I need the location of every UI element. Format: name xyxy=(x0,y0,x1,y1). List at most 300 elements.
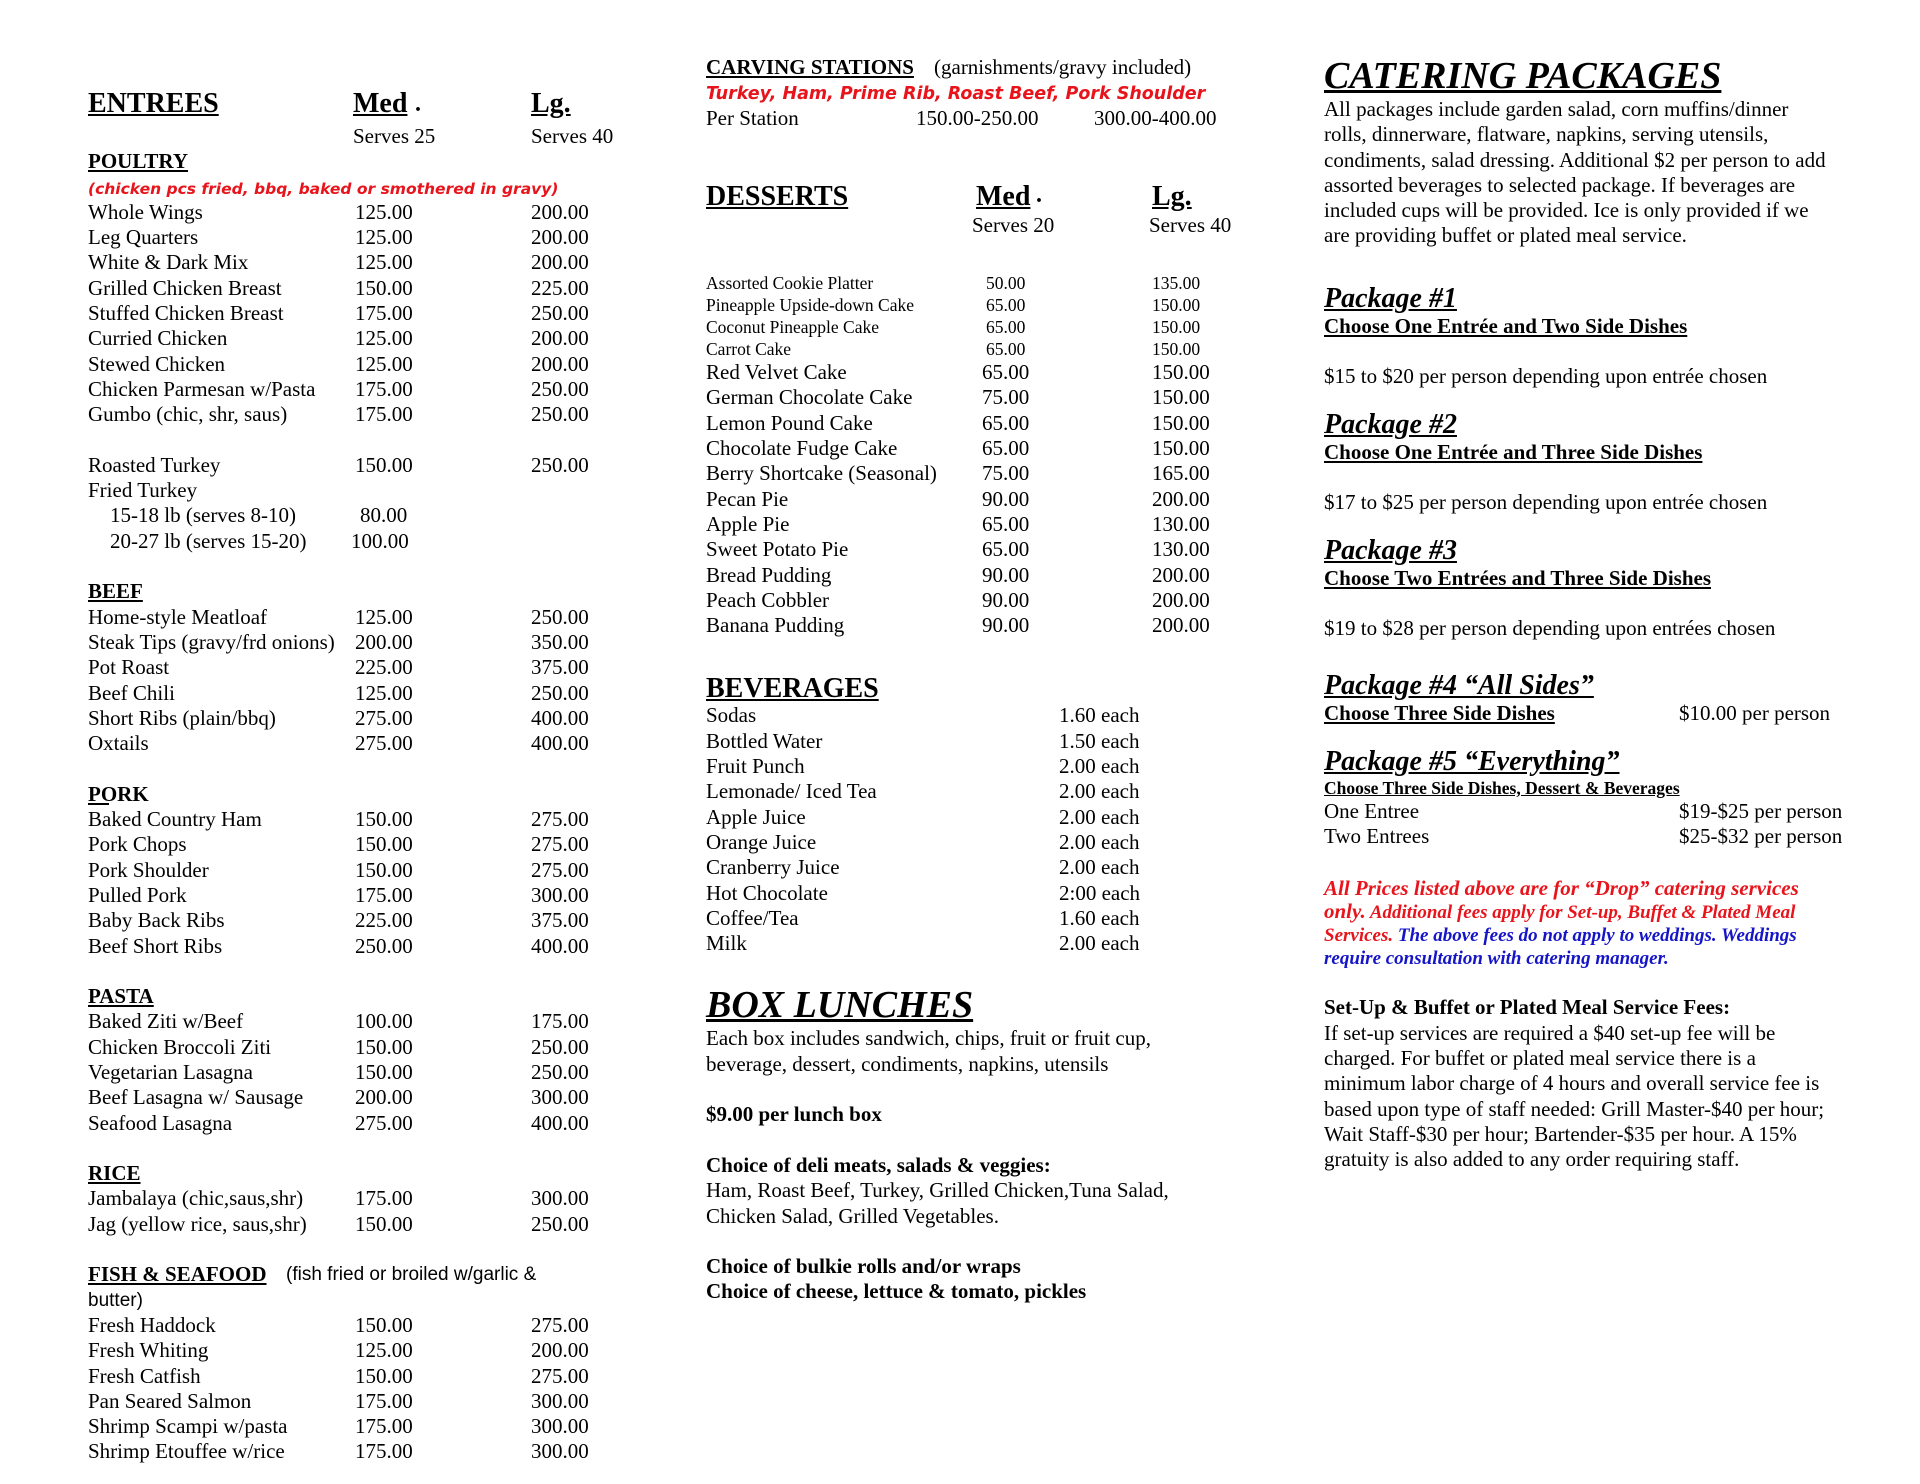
text-line: charged. For buffet or plated meal service there is a xyxy=(1324,1045,1756,1070)
dessert-list xyxy=(706,360,1266,638)
item-lg-price: 250.00 xyxy=(531,301,589,326)
item-med-price: 100.00 xyxy=(355,1009,413,1034)
menu-item-row xyxy=(706,563,1266,588)
item-lg-price: 225.00 xyxy=(531,275,589,300)
entrees-med-label: Med xyxy=(353,88,408,119)
entrees-title: ENTREES xyxy=(88,88,219,119)
item-med-price: 175.00 xyxy=(355,1388,413,1413)
item-lg-price: 300.00 xyxy=(531,1414,589,1439)
beverage-row xyxy=(706,881,1266,906)
menu-item-row xyxy=(88,1111,648,1136)
item-med-price: 90.00 xyxy=(982,562,1030,587)
menu-item-row xyxy=(88,807,648,832)
item-lg-price: 200.00 xyxy=(531,199,589,224)
item-med-price: 65.00 xyxy=(986,339,1026,360)
beverage-name: Orange Juice xyxy=(706,829,817,854)
item-lg-price: 150.00 xyxy=(1152,385,1210,410)
item-med-price: 65.00 xyxy=(986,317,1026,338)
item-med-price: 250.00 xyxy=(355,933,413,958)
item-med-price: 65.00 xyxy=(982,436,1030,461)
item-med-price: 150.00 xyxy=(355,1363,413,1388)
beef-list xyxy=(88,605,648,757)
menu-item-row xyxy=(706,487,1266,512)
package-4-subtitle: Choose Three Side Dishes xyxy=(1324,701,1555,726)
item-med-price: 90.00 xyxy=(982,587,1030,612)
choice-rolls: Choice of bulkie rolls and/or wraps xyxy=(706,1254,1021,1279)
item-name: Shrimp Scampi w/pasta xyxy=(88,1414,288,1439)
package-5-title: Package #5 “Everything” xyxy=(1324,745,1620,777)
carving-note: (garnishments/gravy included) xyxy=(934,55,1192,79)
item-med-price: 175.00 xyxy=(355,1186,413,1211)
size-price: 100.00 xyxy=(351,528,409,553)
item-med-price: 65.00 xyxy=(982,410,1030,435)
menu-item-row xyxy=(88,225,648,250)
item-med-price: 150.00 xyxy=(355,807,413,832)
item-lg-price: 200.00 xyxy=(531,250,589,275)
packages-title: CATERING PACKAGES xyxy=(1324,55,1722,97)
item-med-price: 200.00 xyxy=(355,1085,413,1110)
menu-item-row xyxy=(88,858,648,883)
carving-title: CARVING STATIONS xyxy=(706,55,914,79)
item-lg-price: 400.00 xyxy=(531,705,589,730)
text-line: All packages include garden salad, corn muffins/dinner xyxy=(1324,97,1789,121)
item-med-price: 90.00 xyxy=(982,613,1030,638)
carving-med-price: 150.00-250.00 xyxy=(916,105,1039,130)
item-med-price: 125.00 xyxy=(355,199,413,224)
item-med-price: 125.00 xyxy=(355,250,413,275)
item-lg-price: 130.00 xyxy=(1152,537,1210,562)
menu-item-row xyxy=(88,605,648,630)
package-2-price: $17 to $25 per person depending upon entrée chosen xyxy=(1324,490,1768,515)
item-name: Baby Back Ribs xyxy=(88,908,225,933)
item-name: Curried Chicken xyxy=(88,326,228,351)
beverage-name: Hot Chocolate xyxy=(706,880,828,905)
item-lg-price: 150.00 xyxy=(1152,295,1201,316)
item-name: Red Velvet Cake xyxy=(706,360,847,385)
desserts-serves-row xyxy=(706,213,1266,238)
item-lg-price: 250.00 xyxy=(531,376,589,401)
beverage-price: 1.60 each xyxy=(1059,703,1140,728)
item-lg-price: 400.00 xyxy=(531,731,589,756)
item-lg-price: 275.00 xyxy=(531,1312,589,1337)
item-name: Apple Pie xyxy=(706,511,790,536)
item-med-price: 175.00 xyxy=(355,301,413,326)
item-med-price: 225.00 xyxy=(355,655,413,680)
text-line: included cups will be provided. Ice is only provided if we xyxy=(1324,198,1809,223)
item-med-price: 200.00 xyxy=(355,629,413,654)
item-name: Grilled Chicken Breast xyxy=(88,275,282,300)
menu-item-row xyxy=(706,537,1266,562)
size-name: 15-18 lb (serves 8-10) xyxy=(110,503,297,528)
package-2-title: Package #2 xyxy=(1324,408,1457,440)
item-med-price: 150.00 xyxy=(355,452,413,477)
item-name: Pork Chops xyxy=(88,832,187,857)
beverages-title: BEVERAGES xyxy=(706,673,879,705)
item-med-price: 65.00 xyxy=(982,511,1030,536)
seafood-note-cont: butter) xyxy=(88,1289,143,1311)
item-name: Bread Pudding xyxy=(706,562,832,587)
item-name: Fresh Whiting xyxy=(88,1338,209,1363)
rice-list xyxy=(88,1186,648,1237)
item-lg-price: 200.00 xyxy=(1152,613,1210,638)
menu-item-row xyxy=(706,461,1266,486)
menu-item-row xyxy=(88,832,648,857)
item-lg-price: 250.00 xyxy=(531,1211,589,1236)
beverage-row xyxy=(706,931,1266,956)
item-name: Pork Shoulder xyxy=(88,857,209,882)
item-name: Peach Cobbler xyxy=(706,587,830,612)
beverage-price: 2:00 each xyxy=(1059,880,1141,905)
packages-column xyxy=(1324,55,1864,1172)
choice-cheese: Choice of cheese, lettuce & tomato, pickles xyxy=(706,1279,1087,1304)
item-name: Stuffed Chicken Breast xyxy=(88,301,284,326)
fees-title: Set-Up & Buffet or Plated Meal Service Fees: xyxy=(1324,995,1731,1020)
rice-heading xyxy=(88,1161,648,1186)
text-line: assorted beverages to selected package. If beverages are xyxy=(1324,172,1796,197)
choice-meats-list: Ham, Roast Beef, Turkey, Grilled Chicken,Tuna Salad, Chicken Salad, Grilled Vegetables. xyxy=(706,1178,1169,1228)
text-line: based upon type of staff needed: Grill Master-$40 per hour; xyxy=(1324,1096,1825,1121)
item-name: Stewed Chicken xyxy=(88,351,226,376)
item-name: White & Dark Mix xyxy=(88,250,249,275)
beverage-name: Sodas xyxy=(706,703,757,728)
item-name: Pineapple Upside-down Cake xyxy=(706,295,915,316)
menu-item-row xyxy=(706,272,1266,294)
menu-item-row xyxy=(706,385,1266,410)
poultry-note: (chicken pcs fried, bbq, baked or smothered in gravy) xyxy=(88,179,559,198)
item-name: Banana Pudding xyxy=(706,613,845,638)
box-lunches-title: BOX LUNCHES xyxy=(706,984,974,1027)
item-lg-price: 200.00 xyxy=(1152,587,1210,612)
item-name: Roasted Turkey xyxy=(88,452,221,477)
two-entrees-price: $25-$32 per person xyxy=(1679,824,1843,849)
item-lg-price: 200.00 xyxy=(1152,562,1210,587)
beverage-price: 2.00 each xyxy=(1059,931,1140,956)
drop-catering-notice: All Prices listed above are for “Drop” catering services only. Additional fees apply for Set-up, Buffet & Plated Meal Services. The above fees do not apply to weddings. Weddings require consultation with catering manager. xyxy=(1324,876,1799,970)
menu-item-row xyxy=(88,706,648,731)
item-name: Leg Quarters xyxy=(88,225,199,250)
pasta-heading xyxy=(88,984,648,1009)
item-lg-price: 250.00 xyxy=(531,604,589,629)
item-lg-price: 150.00 xyxy=(1152,410,1210,435)
seafood-title: FISH & SEAFOOD xyxy=(88,1262,267,1287)
item-med-price: 150.00 xyxy=(355,1059,413,1084)
menu-item-row xyxy=(706,588,1266,613)
beverage-price: 2.00 each xyxy=(1059,804,1140,829)
menu-item-row xyxy=(88,1186,648,1211)
beverage-row xyxy=(706,906,1266,931)
fees-text xyxy=(1324,1021,1864,1173)
item-name: Gumbo (chic, shr, saus) xyxy=(88,402,288,427)
beverage-price: 1.60 each xyxy=(1059,905,1140,930)
seafood-heading xyxy=(88,1262,648,1287)
entrees-lg-serves: Serves 40 xyxy=(531,124,614,148)
dessert-small-list xyxy=(706,272,1266,360)
package-3-title: Package #3 xyxy=(1324,534,1457,566)
text-line: If set-up services are required a $40 set-up fee will be xyxy=(1324,1020,1776,1045)
item-med-price: 275.00 xyxy=(355,731,413,756)
item-name: Coconut Pineapple Cake xyxy=(706,317,880,338)
carving-heading xyxy=(706,55,1266,80)
menu-item-row xyxy=(706,294,1266,316)
carving-lg-price: 300.00-400.00 xyxy=(1094,105,1217,130)
size-price: 80.00 xyxy=(360,503,408,528)
menu-item-row xyxy=(88,377,648,402)
entrees-lg-label: Lg. xyxy=(531,88,571,119)
menu-item-row xyxy=(88,200,648,225)
item-lg-price: 300.00 xyxy=(531,1388,589,1413)
entrees-med-serves: Serves 25 xyxy=(353,124,436,148)
pork-title: PORK xyxy=(88,781,149,806)
menu-item-row xyxy=(706,360,1266,385)
item-lg-price: 150.00 xyxy=(1152,360,1210,385)
item-med-price: 150.00 xyxy=(355,1211,413,1236)
item-name: Steak Tips (gravy/frd onions) xyxy=(88,629,335,654)
per-station-label: Per Station xyxy=(706,105,799,130)
item-lg-price: 275.00 xyxy=(531,857,589,882)
desserts-med-serves: Serves 20 xyxy=(972,212,1055,237)
item-name: Baked Ziti w/Beef xyxy=(88,1009,244,1034)
menu-item-row xyxy=(88,301,648,326)
pasta-list xyxy=(88,1009,648,1135)
beverage-price: 2.00 each xyxy=(1059,779,1140,804)
item-name: Shrimp Etouffee w/rice xyxy=(88,1439,285,1464)
text-line: rolls, dinnerware, flatware, napkins, serving utensils, xyxy=(1324,122,1769,147)
item-med-price: 150.00 xyxy=(355,1034,413,1059)
menu-item-row xyxy=(706,512,1266,537)
middle-column xyxy=(706,55,1266,1305)
package-5-two-row xyxy=(1324,824,1864,849)
menu-item-row xyxy=(88,276,648,301)
beverage-price: 2.00 each xyxy=(1059,855,1140,880)
rice-title: RICE xyxy=(88,1161,141,1186)
menu-item-row xyxy=(88,1060,648,1085)
item-lg-price: 375.00 xyxy=(531,908,589,933)
item-name: Baked Country Ham xyxy=(88,807,262,832)
item-lg-price: 300.00 xyxy=(531,1439,589,1464)
beef-title: BEEF xyxy=(88,579,143,604)
item-lg-price: 200.00 xyxy=(531,351,589,376)
item-lg-price: 400.00 xyxy=(531,1110,589,1135)
beverage-name: Cranberry Juice xyxy=(706,855,840,880)
item-med-price: 75.00 xyxy=(982,385,1030,410)
item-lg-price: 300.00 xyxy=(531,1085,589,1110)
package-1-price: $15 to $20 per person depending upon entrée chosen xyxy=(1324,364,1768,389)
item-med-price: 275.00 xyxy=(355,705,413,730)
item-name: Fried Turkey xyxy=(88,478,198,503)
item-lg-price: 165.00 xyxy=(1152,461,1210,486)
item-name: Berry Shortcake (Seasonal) xyxy=(706,461,937,486)
text-line: minimum labor charge of 4 hours and overall service fee is xyxy=(1324,1071,1820,1096)
item-med-price: 175.00 xyxy=(355,402,413,427)
package-2-subtitle: Choose One Entrée and Three Side Dishes xyxy=(1324,439,1703,464)
desserts-lg-label: Lg. xyxy=(1152,180,1192,212)
item-med-price: 65.00 xyxy=(982,360,1030,385)
item-name: Beef Lasagna w/ Sausage xyxy=(88,1085,304,1110)
package-5-subtitle: Choose Three Side Dishes, Dessert & Beverages xyxy=(1324,777,1680,798)
item-lg-price: 150.00 xyxy=(1152,339,1201,360)
item-med-price: 90.00 xyxy=(982,486,1030,511)
menu-item-row xyxy=(88,630,648,655)
package-4-price: $10.00 per person xyxy=(1679,701,1831,726)
beverage-row xyxy=(706,855,1266,880)
menu-item-row xyxy=(88,1085,648,1110)
packages-intro xyxy=(1324,97,1864,249)
beverage-price: 2.00 each xyxy=(1059,754,1140,779)
item-lg-price: 150.00 xyxy=(1152,436,1210,461)
menu-item-row xyxy=(88,352,648,377)
item-med-price: 150.00 xyxy=(355,857,413,882)
beverage-row xyxy=(706,779,1266,804)
menu-item-row xyxy=(88,1439,648,1464)
menu-item-row xyxy=(706,411,1266,436)
item-name: Pan Seared Salmon xyxy=(88,1388,252,1413)
desserts-lg-serves: Serves 40 xyxy=(1149,212,1232,237)
item-lg-price: 275.00 xyxy=(531,807,589,832)
item-name: Beef Chili xyxy=(88,680,175,705)
item-med-price: 125.00 xyxy=(355,225,413,250)
menu-item-row xyxy=(88,1338,648,1363)
item-name: Home-style Meatloaf xyxy=(88,604,268,629)
beverage-row xyxy=(706,703,1266,728)
item-name: Jag (yellow rice, saus,shr) xyxy=(88,1211,307,1236)
item-lg-price: 130.00 xyxy=(1152,511,1210,536)
item-med-price: 150.00 xyxy=(355,1312,413,1337)
item-med-price: 125.00 xyxy=(355,1338,413,1363)
package-5-one-row xyxy=(1324,799,1864,824)
carving-meats-row xyxy=(706,80,1266,105)
item-lg-price: 300.00 xyxy=(531,1186,589,1211)
item-lg-price: 400.00 xyxy=(531,933,589,958)
item-lg-price: 375.00 xyxy=(531,655,589,680)
size-name: 20-27 lb (serves 15-20) xyxy=(110,528,307,553)
item-name: Fresh Haddock xyxy=(88,1312,216,1337)
seafood-note-row xyxy=(88,1288,648,1313)
item-med-price: 75.00 xyxy=(982,461,1030,486)
menu-item-row xyxy=(88,1212,648,1237)
beverage-price: 1.50 each xyxy=(1059,728,1140,753)
item-lg-price: 200.00 xyxy=(1152,486,1210,511)
item-med-price: 225.00 xyxy=(355,908,413,933)
beverage-name: Bottled Water xyxy=(706,728,823,753)
seafood-list xyxy=(88,1313,648,1465)
item-name: Pulled Pork xyxy=(88,882,187,907)
item-lg-price: 250.00 xyxy=(531,680,589,705)
item-name: Short Ribs (plain/bbq) xyxy=(88,705,276,730)
choice-meats-title: Choice of deli meats, salads & veggies: xyxy=(706,1152,1051,1177)
item-med-price: 125.00 xyxy=(355,326,413,351)
item-lg-price: 250.00 xyxy=(531,452,589,477)
item-med-price: 125.00 xyxy=(355,604,413,629)
item-name: Carrot Cake xyxy=(706,339,792,360)
item-lg-price: 350.00 xyxy=(531,629,589,654)
item-med-price: 50.00 xyxy=(986,273,1026,294)
item-name: Whole Wings xyxy=(88,199,203,224)
item-lg-price: 135.00 xyxy=(1152,273,1201,294)
item-lg-price: 175.00 xyxy=(531,1009,589,1034)
menu-item-row xyxy=(88,908,648,933)
item-lg-price: 200.00 xyxy=(531,225,589,250)
package-4-title: Package #4 “All Sides” xyxy=(1324,670,1594,702)
package-1-subtitle: Choose One Entrée and Two Side Dishes xyxy=(1324,313,1688,338)
desserts-med-label: Med xyxy=(976,180,1031,212)
item-lg-price: 250.00 xyxy=(531,402,589,427)
entrees-header: ENTREES Med . Lg. xyxy=(88,88,571,119)
item-med-price: 65.00 xyxy=(982,537,1030,562)
package-3-price: $19 to $28 per person depending upon entrées chosen xyxy=(1324,616,1776,641)
item-name: Seafood Lasagna xyxy=(88,1110,233,1135)
poultry-note-row xyxy=(88,175,648,200)
beverage-name: Milk xyxy=(706,931,747,956)
text-line: gratuity is also added to any order requiring staff. xyxy=(1324,1147,1740,1172)
one-entree-price: $19-$25 per person xyxy=(1679,798,1843,823)
item-lg-price: 200.00 xyxy=(531,326,589,351)
menu-item-row xyxy=(88,655,648,680)
text-line: condiments, salad dressing. Additional $2 per person to add xyxy=(1324,147,1826,172)
menu-item-row xyxy=(88,1035,648,1060)
item-name: Vegetarian Lasagna xyxy=(88,1059,253,1084)
desserts-title: DESSERTS xyxy=(706,180,849,212)
menu-item-row xyxy=(706,338,1266,360)
item-name: Oxtails xyxy=(88,731,149,756)
item-lg-price: 250.00 xyxy=(531,1034,589,1059)
desserts-header: DESSERTS Med . Lg. xyxy=(706,180,1192,212)
item-name: German Chocolate Cake xyxy=(706,385,913,410)
item-lg-price: 200.00 xyxy=(531,1338,589,1363)
menu-item-row xyxy=(88,681,648,706)
pork-list xyxy=(88,807,648,959)
menu-item-row xyxy=(706,613,1266,638)
one-entree-label: One Entree xyxy=(1324,798,1420,823)
item-lg-price: 300.00 xyxy=(531,882,589,907)
item-med-price: 150.00 xyxy=(355,832,413,857)
item-name: Assorted Cookie Platter xyxy=(706,273,874,294)
menu-item-row xyxy=(88,1009,648,1034)
item-lg-price: 250.00 xyxy=(531,1059,589,1084)
carving-meats: Turkey, Ham, Prime Rib, Roast Beef, Pork Shoulder xyxy=(706,84,1206,105)
menu-item-row xyxy=(88,883,648,908)
beverage-price: 2.00 each xyxy=(1059,829,1140,854)
pasta-title: PASTA xyxy=(88,984,154,1009)
menu-item-row xyxy=(88,1389,648,1414)
menu-item-row xyxy=(706,316,1266,338)
text-line: are providing buffet or plated meal service. xyxy=(1324,223,1687,248)
entrees-serves-row xyxy=(88,124,648,149)
item-name: Pot Roast xyxy=(88,655,170,680)
carving-price-row xyxy=(706,106,1266,131)
menu-item-row xyxy=(88,250,648,275)
package-1-title: Package #1 xyxy=(1324,282,1457,314)
item-name: Chicken Broccoli Ziti xyxy=(88,1034,272,1059)
item-med-price: 125.00 xyxy=(355,680,413,705)
menu-item-row xyxy=(88,1364,648,1389)
beverage-name: Lemonade/ Iced Tea xyxy=(706,779,877,804)
beverages-heading xyxy=(706,673,1266,703)
box-lunches-desc: Each box includes sandwich, chips, fruit or fruit cup, beverage, dessert, condiments, napkins, utensils xyxy=(706,1026,1151,1076)
item-med-price: 175.00 xyxy=(355,1439,413,1464)
item-lg-price: 275.00 xyxy=(531,1363,589,1388)
beverage-name: Coffee/Tea xyxy=(706,905,799,930)
roasted-turkey-row xyxy=(88,453,648,478)
menu-item-row xyxy=(88,731,648,756)
poultry-title: POULTRY xyxy=(88,149,189,174)
poultry-list xyxy=(88,200,648,428)
item-name: Fresh Catfish xyxy=(88,1363,201,1388)
item-lg-price: 150.00 xyxy=(1152,317,1201,338)
menu-item-row xyxy=(88,402,648,427)
item-name: Jambalaya (chic,saus,shr) xyxy=(88,1186,304,1211)
item-med-price: 125.00 xyxy=(355,351,413,376)
item-name: Pecan Pie xyxy=(706,486,789,511)
